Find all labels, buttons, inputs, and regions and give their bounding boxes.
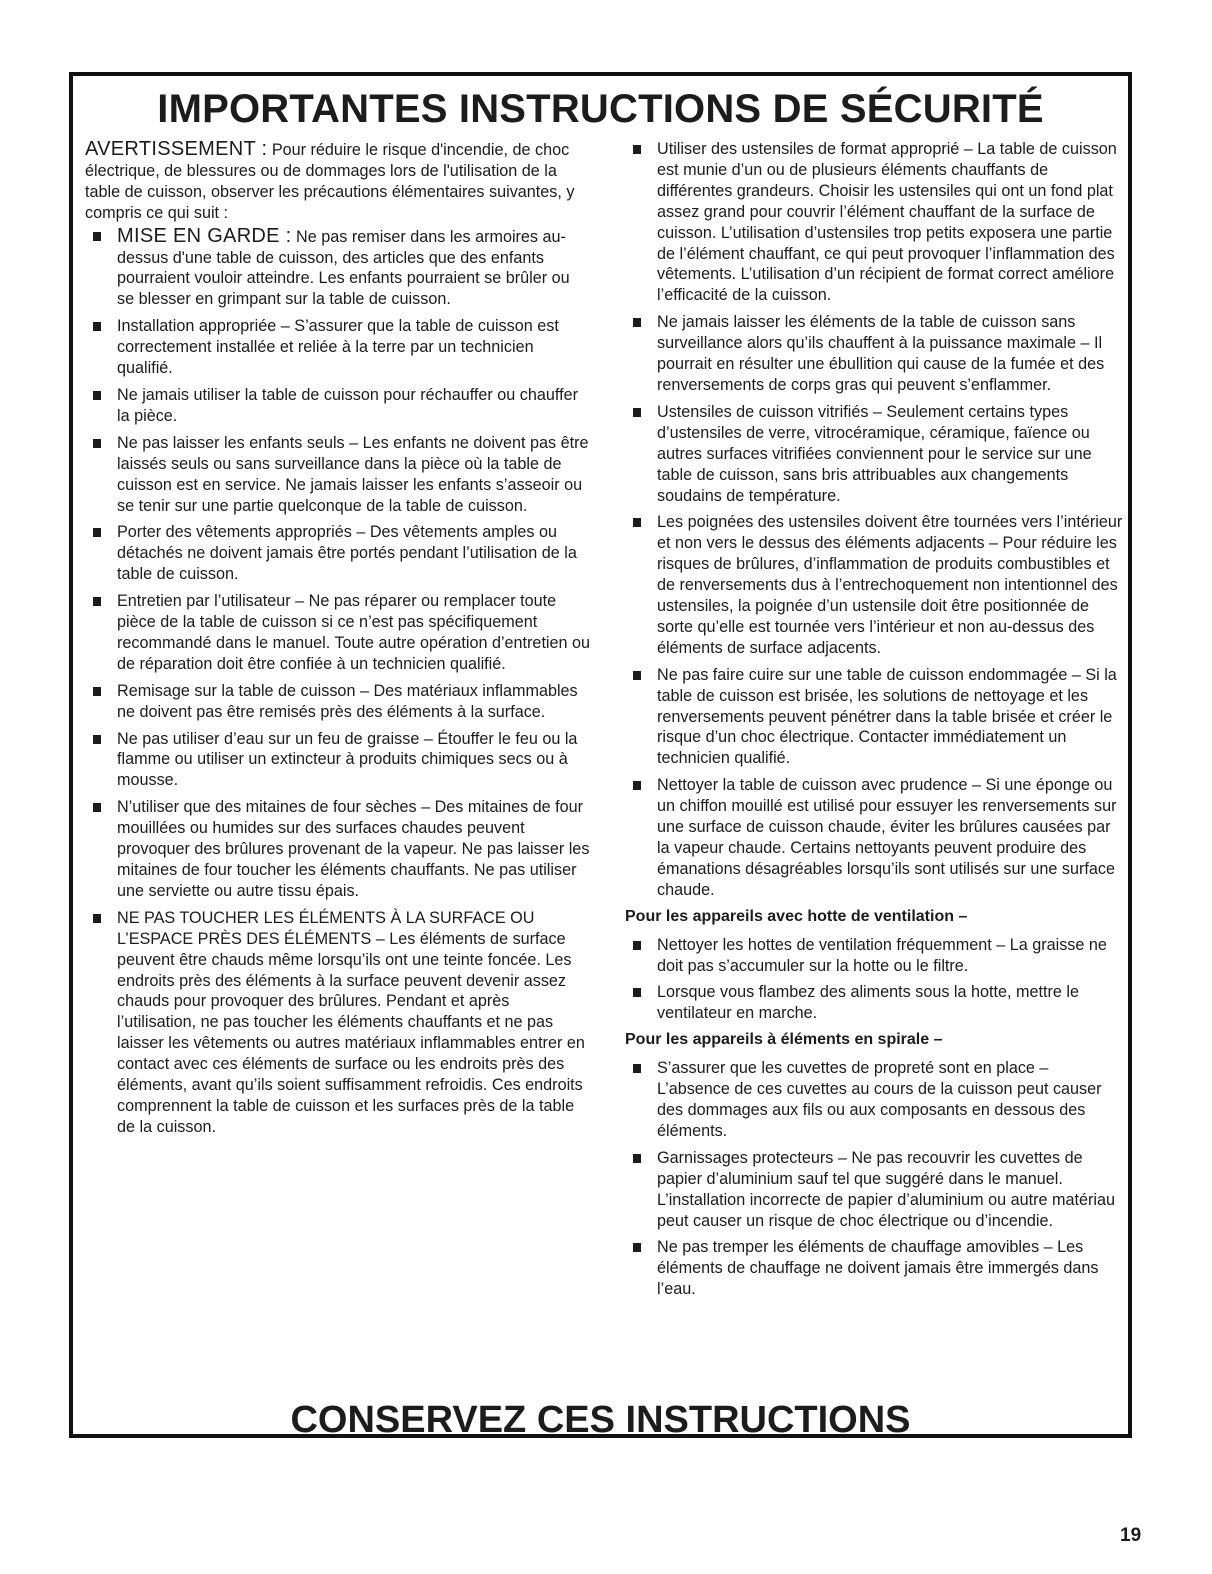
hood-list [625, 935, 1125, 1025]
bullet-icon [93, 735, 101, 744]
footer-title: CONSERVEZ CES INSTRUCTIONS [290, 1399, 911, 1441]
list-item-text: Ne pas laisser les enfants seuls – Les enfants ne doivent pas être laissés seuls ou sans surveillance dans la pièce où la table de cuisson est en service. Ne jamais laisser les enfants s’asseoir ou se tenir sur une partie quelconque de la table de cuisson. [117, 433, 589, 515]
bullet-icon [93, 439, 101, 448]
list-item [625, 402, 1125, 507]
list-item [625, 1058, 1125, 1142]
list-item-text: Ne pas utiliser d’eau sur un feu de graisse – Étouffer le feu ou la flamme ou utiliser un extincteur à produits chimiques secs ou à mousse. [117, 729, 578, 790]
list-item-text: Utiliser des ustensiles de format approprié – La table de cuisson est munie d’un ou de plusieurs éléments chauffants de différentes grandeurs. Choisir les ustensiles qui ont un fond plat assez grand pour couvrir l’élément chauffant de la surface de cuisson. L’utilisation d’ustensiles trop petits exposera une partie de l’élément chauffant, ce qui peut provoquer l’inflammation des vêtements. L’utilisation d’un récipient de format correct améliore l’efficacité de la cuisson. [657, 140, 1117, 305]
bullet-icon [93, 597, 101, 606]
list-item-text: Ne pas faire cuire sur une table de cuisson endommagée – Si la table de cuisson est brisée, les solutions de nettoyage et les renversements peuvent pénétrer dans la table brisée et créer le risque d’un choc électrique. Contacter immédiatement un technicien qualifié. [657, 665, 1117, 768]
list-item-text: Ne pas tremper les éléments de chauffage amovibles – Les éléments de chauffage ne doivent jamais être immergés dans l’eau. [657, 1238, 1099, 1299]
list-item [85, 522, 591, 585]
list-item-text: Les poignées des ustensiles doivent être tournées vers l’intérieur et non vers le dessus des éléments adjacents – Pour réduire les risques de brûlures, d’inflammation de produits combustibles et de renversements dus à l’entrechoquement non intentionnel des ustensiles, la poignée d’un ustensile doit être positionnée de sorte qu’elle est tournée vers l’intérieur et non au-dessus des éléments de surface adjacents. [657, 513, 1123, 657]
list-item [625, 935, 1125, 977]
left-list [85, 226, 591, 1138]
warning-intro [85, 139, 591, 224]
bullet-icon [633, 781, 641, 790]
list-item-text: Nettoyer la table de cuisson avec prudence – Si une éponge ou un chiffon mouillé est utilisé pour essuyer les renversements sur une surface de cuisson chaude, éviter les brûlures causées par la vapeur chaude. Certains nettoyants peuvent produire des émanations désagréables lorsqu’ils sont utilisés sur une surface chaude. [657, 776, 1117, 899]
coil-heading: Pour les appareils à éléments en spirale – [625, 1031, 943, 1049]
bullet-icon [633, 1064, 641, 1073]
list-item [625, 982, 1125, 1024]
caution-text: Ne pas remiser dans les armoires au-dessus d'une table de cuisson, des articles que des enfants pourraient vouloir atteindre. Les enfants pourraient se brûler ou se blesser en grimpant sur la table de cuisson. [117, 227, 570, 309]
bullet-icon [93, 803, 101, 812]
list-item-text: Remisage sur la table de cuisson – Des matériaux inflammables ne doivent pas être remisés près des éléments à la surface. [117, 681, 578, 721]
bullet-icon [93, 914, 101, 923]
list-item-text: Porter des vêtements appropriés – Des vêtements amples ou détachés ne doivent jamais être portés pendant l’utilisation de la table de cuisson. [117, 523, 577, 584]
list-item-caution [85, 226, 591, 311]
list-item [85, 316, 591, 379]
page-number: 19 [1120, 1525, 1142, 1546]
list-item [85, 908, 591, 1138]
bullet-icon [93, 232, 101, 241]
list-item-text: S’assurer que les cuvettes de propreté sont en place – L’absence de ces cuvettes au cours de la cuisson peut causer des dommages aux fils ou aux composants en dessous des éléments. [657, 1059, 1102, 1140]
list-item [85, 591, 591, 675]
warning-text: Pour réduire le risque d'incendie, de choc électrique, de blessures ou de dommages lors de l'utilisation de la table de cuisson, observer les précautions élémentaires suivantes, y compris ce qui suit : [85, 141, 575, 222]
list-item [625, 312, 1125, 396]
hood-heading: Pour les appareils avec hotte de ventilation – [625, 907, 968, 925]
right-list [625, 139, 1125, 901]
list-item-text: Installation appropriée – S’assurer que la table de cuisson est correctement installée et reliée à la terre par un technicien qualifié. [117, 317, 559, 378]
bullet-icon [633, 988, 641, 997]
right-column [625, 139, 1125, 1306]
list-item-text: N’utiliser que des mitaines de four sèches – Des mitaines de four mouillées ou humides sur des surfaces chaudes peuvent provoquer des brûlures provenant de la vapeur. Ne pas laisser les mitaines de four toucher les éléments chauffants. Ne pas utiliser une serviette ou autre tissu épais. [117, 798, 590, 900]
list-item [85, 729, 591, 792]
bullet-icon [633, 941, 641, 950]
bullet-icon [93, 391, 101, 400]
warning-label: AVERTISSEMENT : [85, 138, 268, 160]
list-item-text: Nettoyer les hottes de ventilation fréquemment – La graisse ne doit pas s’accumuler sur la hotte ou le filtre. [657, 935, 1107, 975]
bullet-icon [633, 671, 641, 680]
list-item [85, 681, 591, 723]
list-item-text: NE PAS TOUCHER LES ÉLÉMENTS À LA SURFACE OU L’ESPACE PRÈS DES ÉLÉMENTS – Les éléments de surface peuvent être chauds même lorsqu’ils ont une teinte foncée. Les endroits près des éléments à la surface peuvent devenir assez chauds pour provoquer des brûlures. Pendant et après l’utilisation, ne pas toucher les éléments chauffants et ne pas laisser les vêtements ou autres matériaux inflammables entrer en contact avec ces éléments de surface ou les endroits près des éléments, avant qu’ils soient suffisamment refroidis. Ces endroits comprennent la table de cuisson et les surfaces près de la table de la cuisson. [117, 908, 585, 1136]
bullet-icon [633, 1154, 641, 1163]
list-item [625, 1148, 1125, 1232]
list-item [85, 385, 591, 427]
bullet-icon [633, 145, 641, 154]
list-item [625, 665, 1125, 770]
left-column [85, 139, 591, 1144]
list-item-text: Ustensiles de cuisson vitrifiés – Seulement certains types d’ustensiles de verre, vitrocéramique, céramique, faïence ou autres surfaces vitrifiées conviennent pour le service sur une table de cuisson, sans bris attribuables aux changements soudains de température. [657, 402, 1092, 505]
list-item-text: Lorsque vous flambez des aliments sous la hotte, mettre le ventilateur en marche. [657, 983, 1079, 1023]
list-item-text: Ne jamais laisser les éléments de la table de cuisson sans surveillance alors qu’ils chauffent à la puissance maximale – Il pourrait en résulter une ébullition qui cause de la fumée et des renversements de corps gras qui peuvent s’enflammer. [657, 313, 1105, 394]
bullet-icon [93, 687, 101, 696]
list-item [625, 1237, 1125, 1300]
list-item [625, 775, 1125, 900]
bullet-icon [93, 528, 101, 537]
coil-list [625, 1058, 1125, 1300]
bullet-icon [633, 518, 641, 527]
bullet-icon [633, 408, 641, 417]
bullet-icon [633, 1243, 641, 1252]
bullet-icon [93, 322, 101, 331]
list-item-text: Entretien par l’utilisateur – Ne pas réparer ou remplacer toute pièce de la table de cuisson si ce n’est pas spécifiquement recommandé dans le manuel. Toute autre opération d’entretien ou de réparation doit être confiée à un technicien qualifié. [117, 592, 591, 673]
safety-box [69, 72, 1132, 1441]
list-item [625, 139, 1125, 306]
list-item-text: Garnissages protecteurs – Ne pas recouvrir les cuvettes de papier d’aluminium sauf tel que suggéré dans le manuel. L’installation incorrecte de papier d’aluminium ou autre matériau peut causer un risque de choc électrique ou d’incendie. [657, 1148, 1115, 1230]
list-item [625, 512, 1125, 658]
list-item [85, 433, 591, 517]
page-title: IMPORTANTES INSTRUCTIONS DE SÉCURITÉ [157, 87, 1044, 131]
list-item [85, 797, 591, 902]
list-item-text: Ne jamais utiliser la table de cuisson pour réchauffer ou chauffer la pièce. [117, 385, 579, 425]
caution-label: MISE EN GARDE : [117, 224, 292, 247]
bullet-icon [633, 318, 641, 327]
